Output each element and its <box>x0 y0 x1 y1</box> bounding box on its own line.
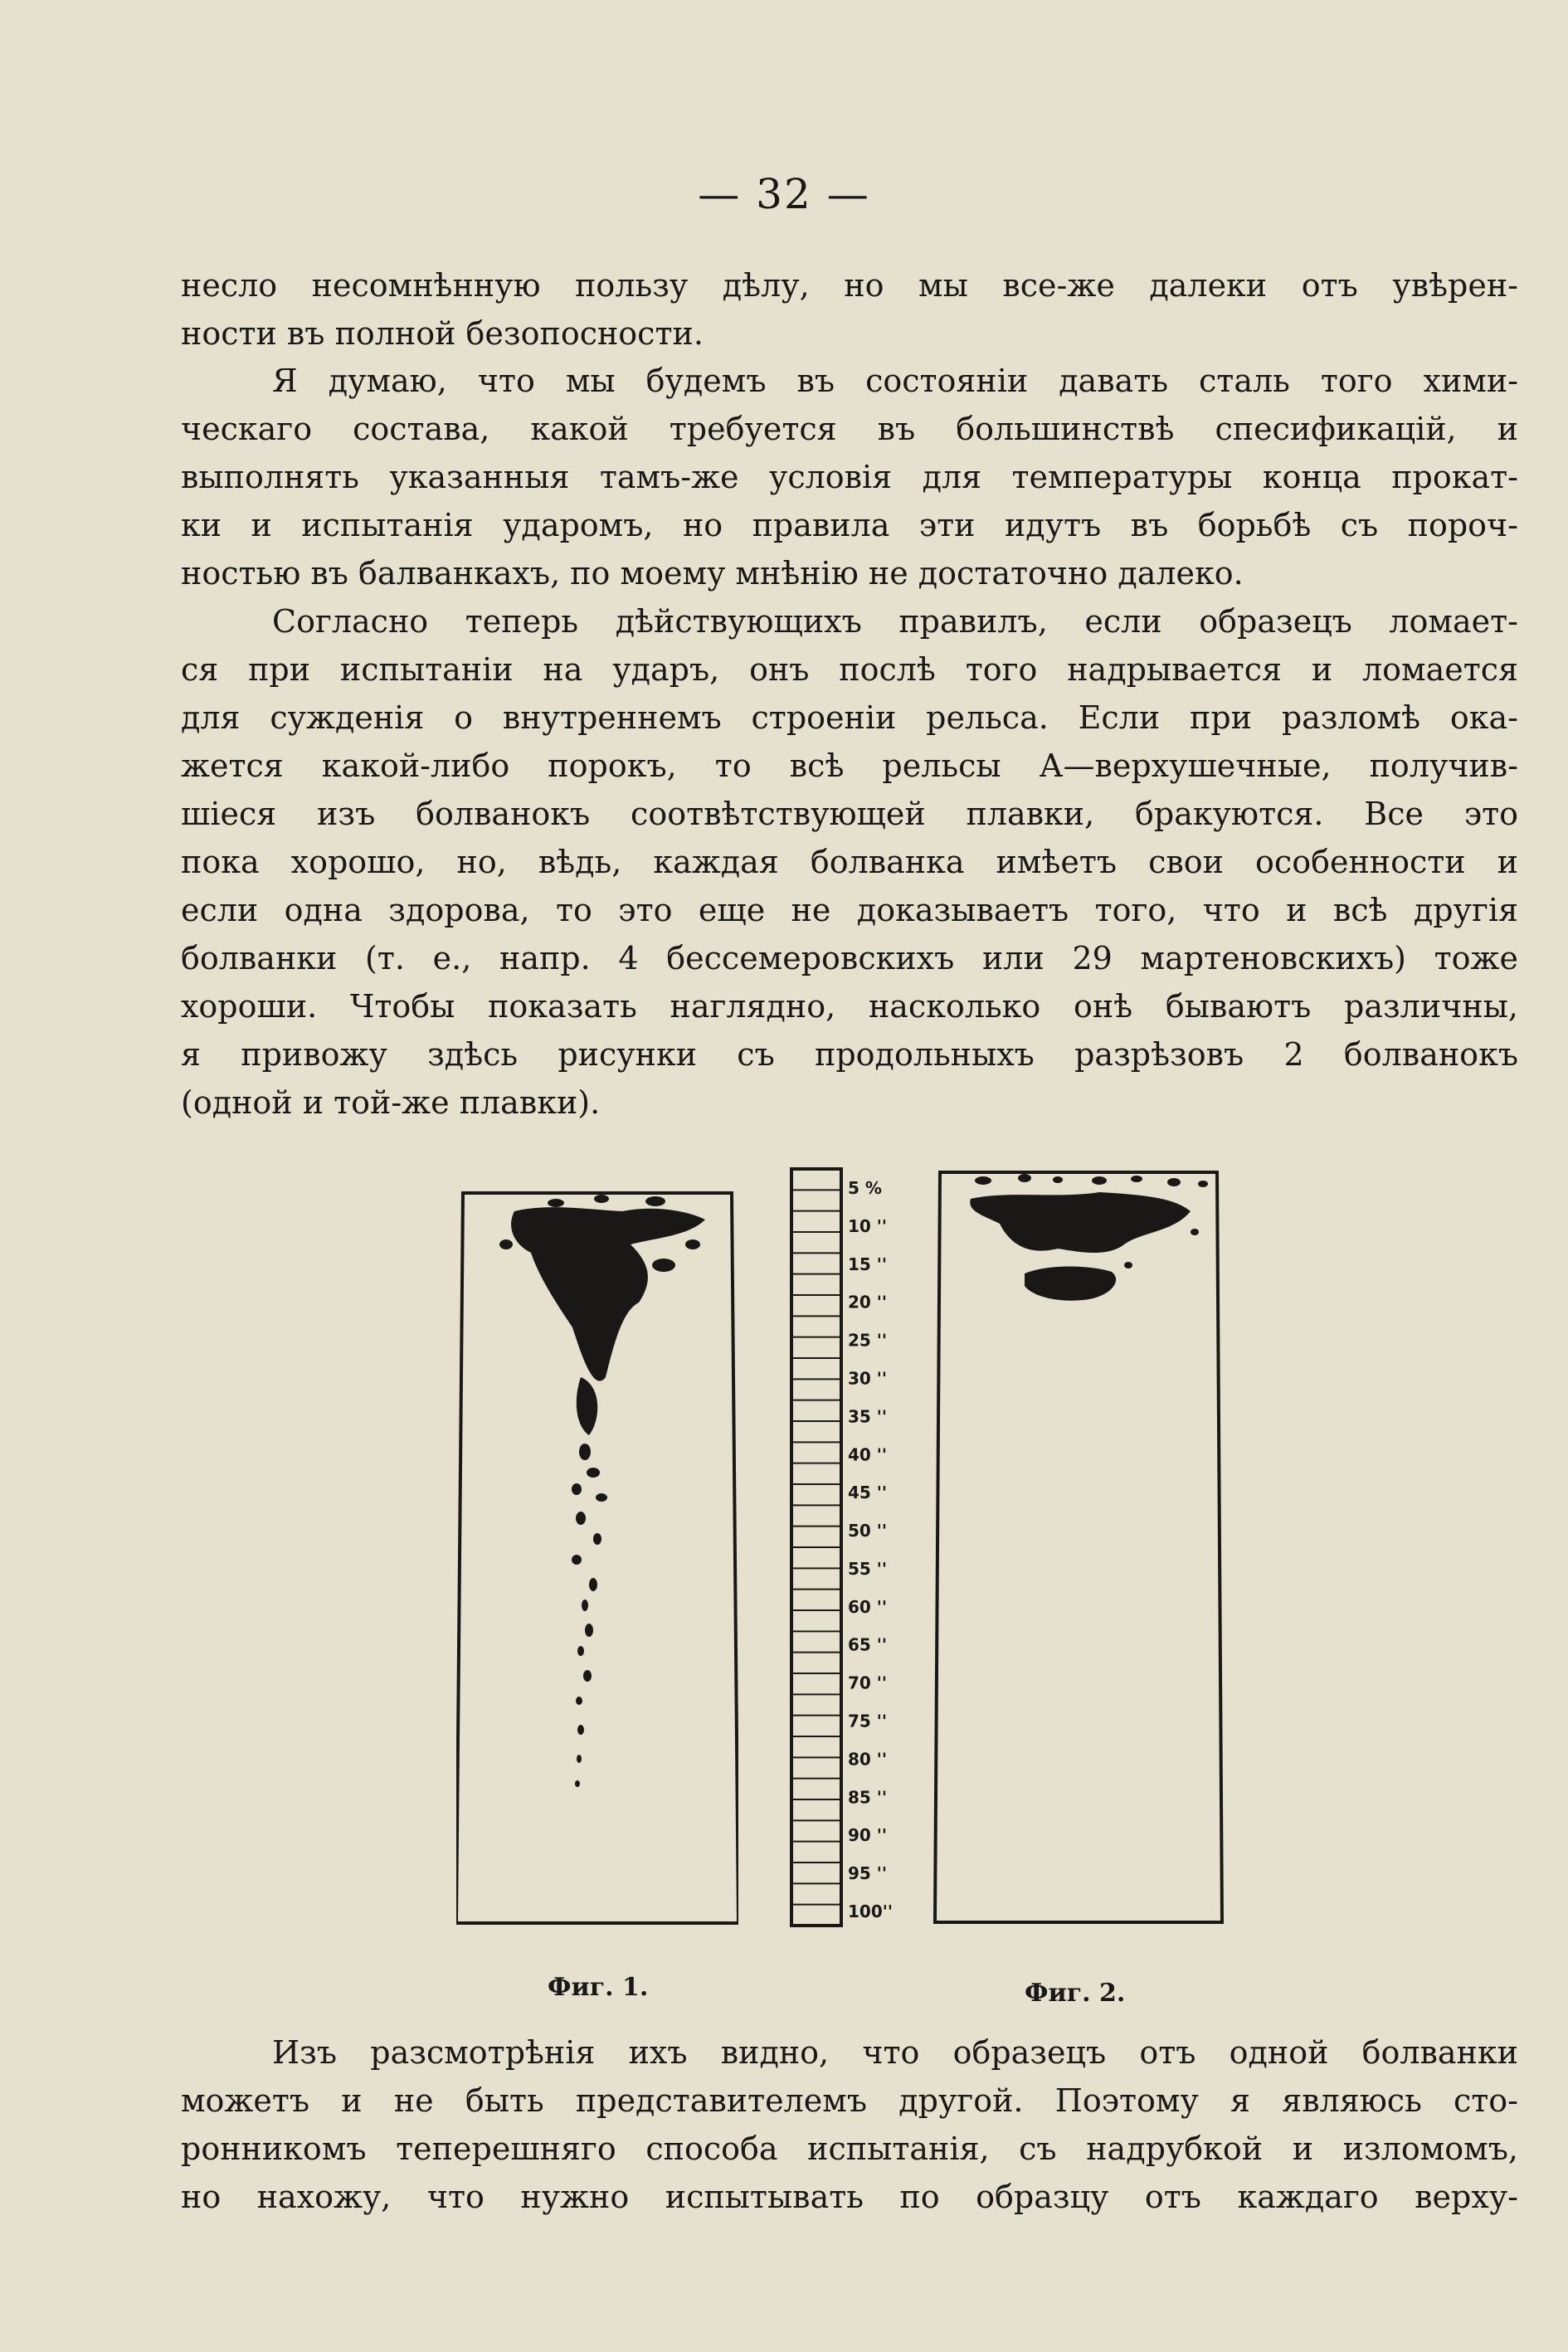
scale-label: 60 '' <box>848 1596 888 1617</box>
text-line: ся при испытаніи на ударъ, онъ послѣ того надрывается и ломается <box>181 651 1518 688</box>
text-line: Я думаю, что мы будемъ въ состояніи давать сталь того хими- <box>272 363 1518 399</box>
scale-label: 30 '' <box>848 1368 888 1389</box>
scale-label: 50 '' <box>848 1521 888 1541</box>
text-line: (одной и той-же плавки). <box>181 1084 601 1121</box>
text-line: но нахожу, что нужно испытывать по образцу отъ каждаго верху- <box>181 2179 1518 2215</box>
scale-label: 15 '' <box>848 1254 888 1274</box>
text-line: шіеся изъ болванокъ соотвѣтствующей плавки, бракуются. Все это <box>181 796 1518 832</box>
scale-label: 25 '' <box>848 1330 888 1351</box>
text-line: жется какой-либо порокъ, то всѣ рельсы А—верхушечные, получив- <box>181 747 1518 784</box>
text-line: выполнять указанныя тамъ-же условія для температуры конца прокат- <box>181 459 1518 495</box>
scale-label: 40 '' <box>848 1444 888 1465</box>
figure-2-caption: Фиг. 2. <box>1025 1979 1126 2008</box>
text-line: ности въ полной безопосности. <box>181 315 704 352</box>
text-line: ностью въ балванкахъ, по моему мнѣнію не достаточно далеко. <box>181 555 1244 592</box>
text-line: ронникомъ теперешняго способа испытанія, съ надрубкой и изломомъ, <box>181 2130 1518 2167</box>
paragraph-2 <box>181 357 1518 597</box>
text-line: несло несомнѣнную пользу дѣлу, но мы все-же далеки отъ увѣрен- <box>181 267 1518 304</box>
figure-1-ingot-section <box>456 1186 738 1933</box>
scale-label: 45 '' <box>848 1483 888 1503</box>
page-number: — 32 — <box>698 170 870 218</box>
text-line: можетъ и не быть представителемъ другой. Поэтому я являюсь сто- <box>181 2082 1518 2119</box>
scale-label: 55 '' <box>848 1558 888 1579</box>
figure-2-ingot-section <box>933 1166 1224 1933</box>
text-line: хороши. Чтобы показать наглядно, насколько онѣ бываютъ различны, <box>181 988 1518 1025</box>
text-line: Изъ разсмотрѣнія ихъ видно, что образецъ отъ одной болванки <box>272 2034 1518 2071</box>
scale-label: 95 '' <box>848 1863 888 1884</box>
scale-label: 90 '' <box>848 1825 888 1846</box>
paragraph-3 <box>181 597 1518 1127</box>
text-line: я привожу здѣсь рисунки съ продольныхъ разрѣзовъ 2 болванокъ <box>181 1036 1518 1073</box>
percent-scale <box>788 1166 913 1929</box>
text-line: болванки (т. е., напр. 4 бессемеровскихъ или 29 мартеновскихъ) тоже <box>181 940 1518 976</box>
scale-label: 35 '' <box>848 1406 888 1427</box>
scale-label: 20 '' <box>848 1292 888 1312</box>
scale-label: 100'' <box>848 1902 893 1921</box>
paragraph-4 <box>181 2028 1518 2221</box>
scale-label: 65 '' <box>848 1634 888 1655</box>
text-line: для сужденія о внутреннемъ строеніи рельса. Если при разломѣ ока- <box>181 699 1518 736</box>
scale-label: 5 % <box>848 1178 882 1198</box>
text-line: если одна здорова, то это еще не доказываетъ того, что и всѣ другія <box>181 892 1518 928</box>
scale-label: 70 '' <box>848 1673 888 1693</box>
text-line: пока хорошо, но, вѣдь, каждая болванка имѣетъ свои особенности и <box>181 844 1518 880</box>
scale-label: 85 '' <box>848 1787 888 1808</box>
figure-1-caption: Фиг. 1. <box>548 1973 649 2002</box>
scale-label: 80 '' <box>848 1749 888 1770</box>
paragraph-1 <box>181 261 1518 358</box>
scale-label: 10 '' <box>848 1215 888 1236</box>
text-line: ческаго состава, какой требуется въ большинствѣ спесификацій, и <box>181 411 1518 447</box>
text-line: ки и испытанія ударомъ, но правила эти идутъ въ борьбѣ съ пороч- <box>181 507 1518 543</box>
text-line: Согласно теперь дѣйствующихъ правилъ, если образецъ ломает- <box>272 603 1518 640</box>
scale-label: 75 '' <box>848 1711 888 1731</box>
